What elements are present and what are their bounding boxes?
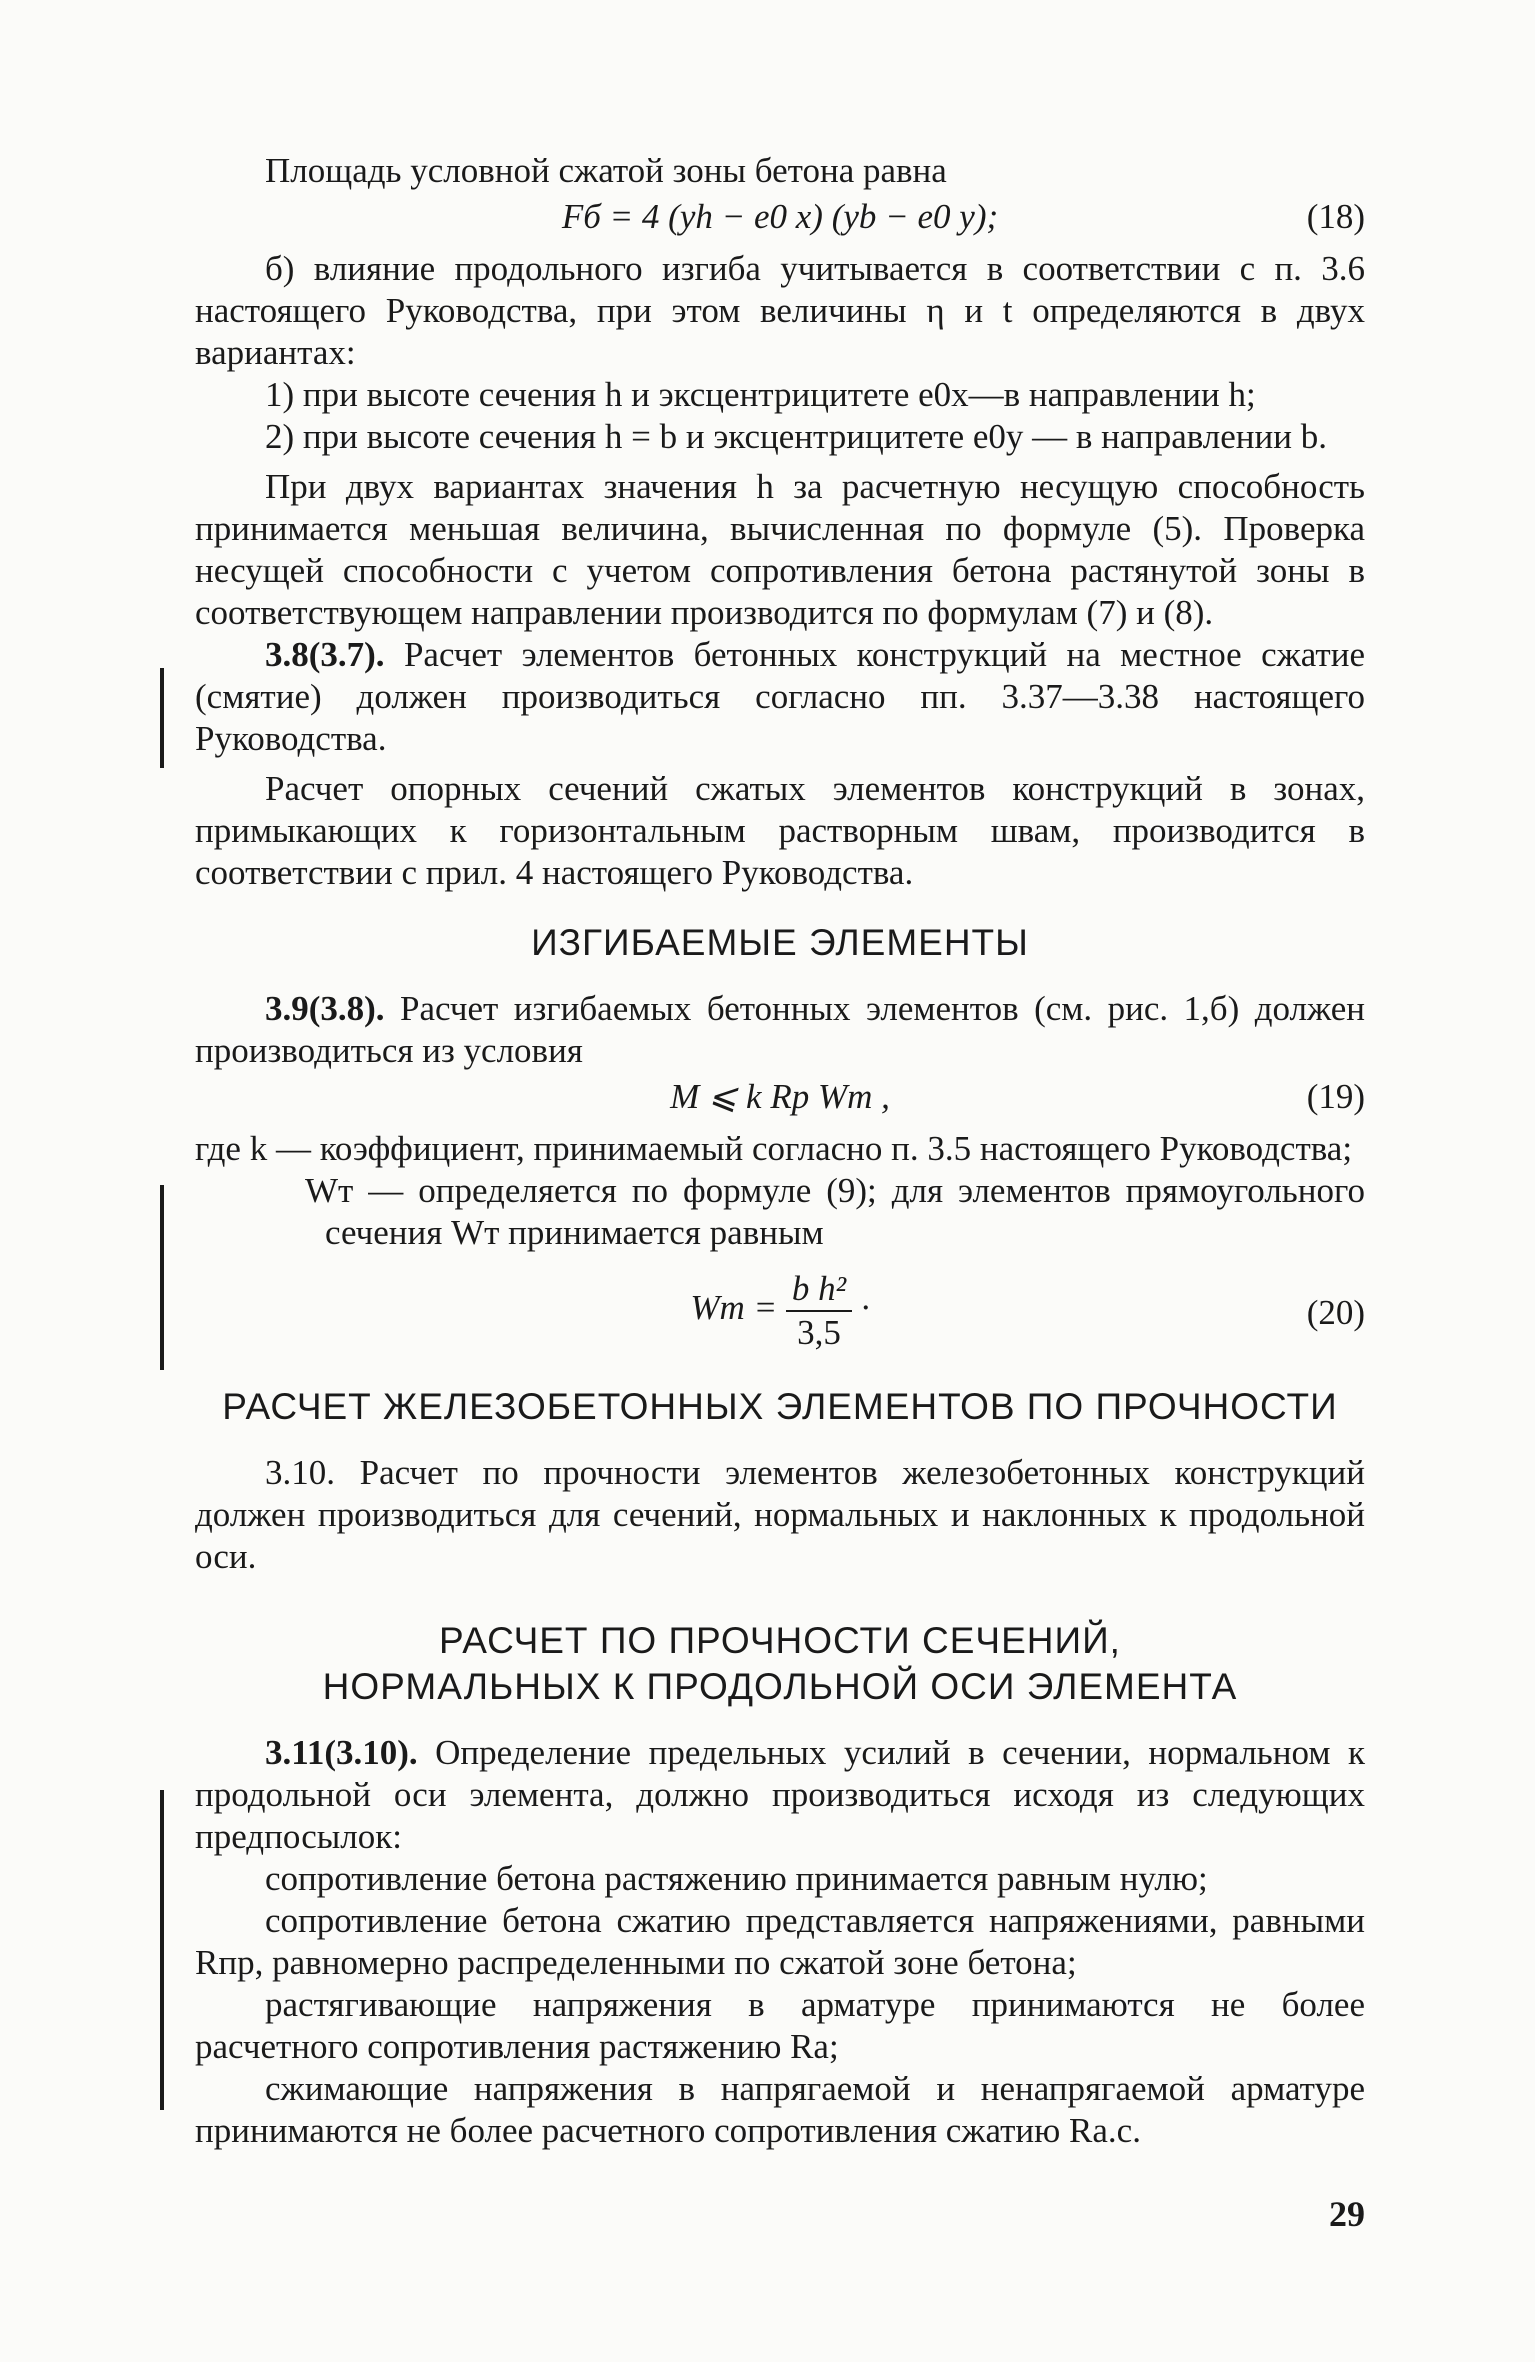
paragraph: б) влияние продольного изгиба учитывается в соответствии с п. 3.6 настоящего Руководства, при этом величины η и t определяются в двух вариантах:: [195, 249, 1365, 372]
equation-expression: [195, 1268, 1365, 1354]
list-item: 1) при высоте сечения h и эксцентрицитете e0x—в направлении h;: [265, 375, 1256, 414]
section-heading: ИЗГИБАЕМЫЕ ЭЛЕМЕНТЫ: [531, 922, 1029, 963]
equation-20: [195, 1258, 1365, 1358]
paragraph: 3.10. Расчет по прочности элементов железобетонных конструкций должен производиться для сечений, нормальных и наклонных к продольной оси.: [195, 1453, 1365, 1576]
definition: Wт — определяется по формуле (9); для элементов прямоугольного сечения Wт принимается равным: [305, 1171, 1365, 1252]
fraction-numerator: b h²: [786, 1268, 852, 1312]
paragraph-text: Расчет изгибаемых бетонных элементов (см. рис. 1,б) должен производиться из условия: [195, 989, 1366, 1070]
paragraph: Площадь условной сжатой зоны бетона равна: [265, 151, 947, 190]
paragraph-text: Определение предельных усилий в сечении, нормальном к продольной оси элемента, должно производиться исходя из следующих предпосылок:: [195, 1733, 1365, 1856]
fraction-denominator: 3,5: [797, 1313, 841, 1352]
equation-18: [195, 196, 1365, 244]
paragraph: сопротивление бетона растяжению принимается равным нулю;: [265, 1859, 1208, 1898]
heading-line: РАСЧЕТ ПО ПРОЧНОСТИ СЕЧЕНИЙ,: [439, 1620, 1121, 1661]
equation-number: (18): [1306, 197, 1365, 236]
margin-bar: [160, 1790, 164, 2110]
margin-bar: [160, 1185, 164, 1370]
margin-bar: [160, 668, 164, 768]
equation-number: (20): [1306, 1293, 1365, 1332]
paragraph: сопротивление бетона сжатию представляется напряжениями, равными Rпр, равномерно распределенными по сжатой зоне бетона;: [195, 1901, 1365, 1982]
section-number: 3.8(3.7).: [265, 635, 385, 674]
section-heading: РАСЧЕТ ЖЕЛЕЗОБЕТОННЫХ ЭЛЕМЕНТОВ ПО ПРОЧНОСТИ: [222, 1386, 1338, 1427]
fraction: [786, 1268, 852, 1354]
equation-dot: ·: [860, 1288, 870, 1328]
page-body: [195, 150, 1365, 2152]
equation-expression: Fб = 4 (yh − e0 x) (yb − e0 y);: [561, 197, 999, 236]
paragraph: [195, 988, 1365, 1072]
equation-lhs: Wт =: [690, 1288, 778, 1328]
paragraph: [195, 1732, 1365, 1858]
paragraph-text: Расчет элементов бетонных конструкций на местное сжатие (смятие) должен производиться согласно пп. 3.37—3.38 настоящего Руководства.: [195, 635, 1365, 758]
section-number: 3.9(3.8).: [265, 989, 385, 1028]
equation-expression: M ⩽ k Rp Wт ,: [670, 1077, 890, 1116]
equation-number: (19): [1306, 1077, 1365, 1116]
section-heading: [195, 1618, 1365, 1710]
paragraph: сжимающие напряжения в напрягаемой и ненапрягаемой арматуре принимаются не более расчетного сопротивления сжатию Ra.c.: [195, 2069, 1365, 2150]
paragraph: При двух вариантах значения h за расчетную несущую способность принимается меньшая величина, вычисленная по формуле (5). Проверка несущей способности с учетом сопротивления бетона растянутой зоны в соответствующем направлении производится по формулам (7) и (8).: [195, 467, 1365, 632]
page-number: 29: [1329, 2194, 1365, 2234]
definition: где k — коэффициент, принимаемый согласно п. 3.5 настоящего Руководства;: [195, 1129, 1353, 1168]
equation-19: [195, 1076, 1365, 1124]
section-number: 3.11(3.10).: [265, 1733, 418, 1772]
paragraph: [195, 634, 1365, 760]
heading-line: НОРМАЛЬНЫХ К ПРОДОЛЬНОЙ ОСИ ЭЛЕМЕНТА: [322, 1666, 1238, 1707]
paragraph: растягивающие напряжения в арматуре принимаются не более расчетного сопротивления растяжению Ra;: [195, 1985, 1365, 2066]
paragraph: Расчет опорных сечений сжатых элементов конструкций в зонах, примыкающих к горизонтальным растворным швам, производится в соответствии с прил. 4 настоящего Руководства.: [195, 769, 1365, 892]
list-item: 2) при высоте сечения h = b и эксцентрицитете e0y — в направлении b.: [265, 417, 1327, 456]
